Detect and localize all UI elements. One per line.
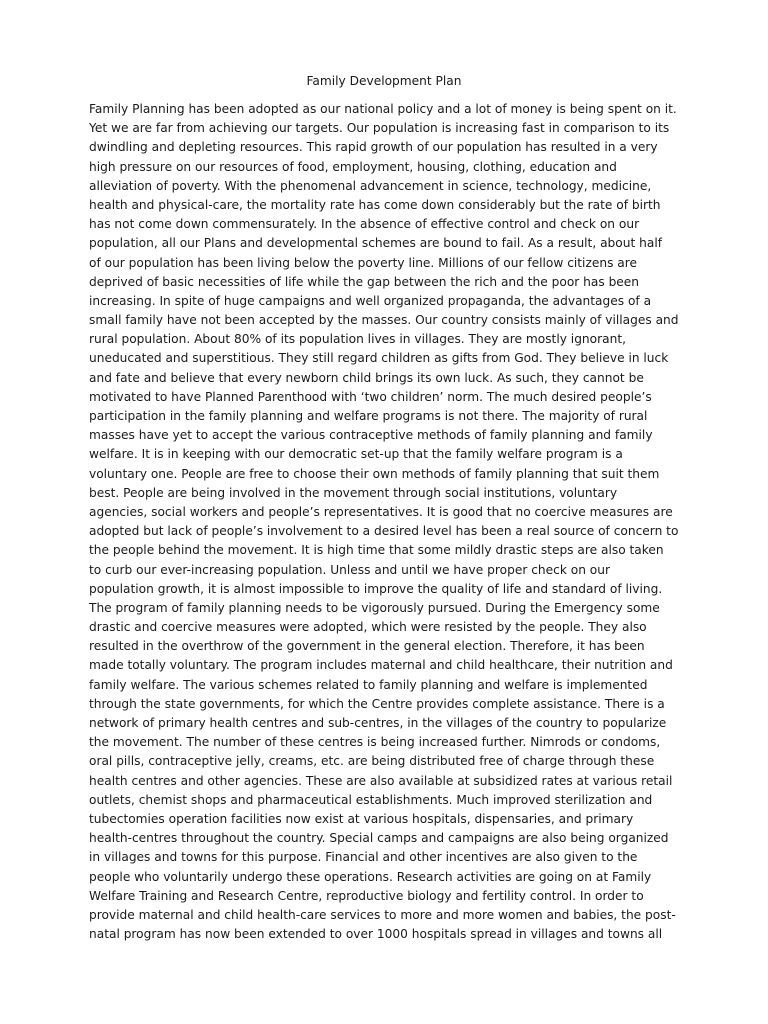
body-text-line: motivated to have Planned Parenthood with ‘two children’ norm. The much desired people’s bbox=[89, 389, 652, 404]
body-text-line: Yet we are far from achieving our targets. Our population is increasing fast in comparison to its bbox=[89, 121, 670, 136]
body-text-line: family welfare. The various schemes related to family planning and welfare is implemented bbox=[89, 677, 648, 692]
body-text-line: best. People are being involved in the movement through social institutions, voluntary bbox=[89, 485, 618, 500]
body-text-line: and fate and believe that every newborn child brings its own luck. As such, they cannot be bbox=[89, 370, 644, 385]
body-text-line: alleviation of poverty. With the phenomenal advancement in science, technology, medicine, bbox=[89, 178, 652, 193]
body-text-line: population growth, it is almost impossible to improve the quality of life and standard of living. bbox=[89, 581, 663, 596]
body-text-line: uneducated and superstitious. They still regard children as gifts from God. They believe in luck bbox=[89, 351, 669, 366]
body-text-line: to curb our ever-increasing population. Unless and until we have proper check on our bbox=[89, 562, 611, 577]
body-text-line: in villages and towns for this purpose. Financial and other incentives are also given to the bbox=[89, 850, 638, 865]
body-text-line: oral pills, contraceptive jelly, creams, etc. are being distributed free of charge through these bbox=[89, 754, 655, 769]
body-text-line: has not come down commensurately. In the absence of effective control and check on our bbox=[89, 217, 640, 232]
body-text-line: tubectomies operation facilities now exist at various hospitals, dispensaries, and primary bbox=[89, 811, 634, 826]
body-text-line: the people behind the movement. It is high time that some mildly drastic steps are also taken bbox=[89, 543, 664, 558]
body-text-line: through the state governments, for which the Centre provides complete assistance. There is a bbox=[89, 696, 665, 711]
body-text-line: health-centres throughout the country. Special camps and campaigns are also being organized bbox=[89, 831, 669, 846]
body-text-line: agencies, social workers and people’s representatives. It is good that no coercive measures are bbox=[89, 504, 673, 519]
body-text-line: participation in the family planning and welfare programs is not there. The majority of rural bbox=[89, 409, 648, 423]
body-text-line: provide maternal and child health-care services to more and more women and babies, the post- bbox=[89, 907, 676, 922]
body-text-line: made totally voluntary. The program includes maternal and child healthcare, their nutrition and bbox=[89, 658, 673, 673]
body-text-line: of our population has been living below the poverty line. Millions of our fellow citizens are bbox=[89, 255, 637, 270]
body-text-line: health centres and other agencies. These are also available at subsidized rates at various retail bbox=[89, 773, 673, 788]
body-text-line: deprived of basic necessities of life while the gap between the rich and the poor has been bbox=[89, 274, 640, 289]
document-title: Family Development Plan bbox=[306, 74, 462, 88]
body-text-line: network of primary health centres and sub-centres, in the villages of the country to popularize bbox=[89, 716, 667, 730]
body-text-line: voluntary one. People are free to choose their own methods of family planning that suit them bbox=[89, 466, 660, 481]
body-text-line: welfare. It is in keeping with our democratic set-up that the family welfare program is a bbox=[89, 447, 623, 462]
body-text-line: resulted in the overthrow of the government in the general election. Therefore, it has been bbox=[89, 639, 645, 654]
body-text-line: population, all our Plans and developmental schemes are bound to fail. As a result, about half bbox=[89, 236, 662, 251]
body-text-line: adopted but lack of people’s involvement to a desired level has been a real source of concern to bbox=[89, 524, 679, 539]
body-text-line: dwindling and depleting resources. This rapid growth of our population has resulted in a very bbox=[89, 140, 658, 155]
body-text-line: the movement. The number of these centres is being increased further. Nimrods or condoms, bbox=[89, 735, 661, 750]
body-text-line: Welfare Training and Research Centre, reproductive biology and fertility control. In order to bbox=[89, 888, 644, 903]
body-text-line: increasing. In spite of huge campaigns and well organized propaganda, the advantages of a bbox=[89, 293, 652, 308]
body-text-line: small family have not been accepted by the masses. Our country consists mainly of villages and bbox=[89, 313, 679, 328]
body-text-line: masses have yet to accept the various contraceptive methods of family planning and family bbox=[89, 428, 653, 443]
document-body bbox=[89, 100, 681, 944]
body-text-line: drastic and coercive measures were adopted, which were resisted by the people. They also bbox=[89, 620, 647, 635]
body-text-line: The program of family planning needs to be vigorously pursued. During the Emergency some bbox=[89, 600, 660, 615]
body-text-line: people who voluntarily undergo these operations. Research activities are going on at Family bbox=[89, 869, 652, 884]
body-text-line: health and physical-care, the mortality rate has come down considerably but the rate of birth bbox=[89, 197, 661, 212]
body-text-line: rural population. About 80% of its population lives in villages. They are mostly ignorant, bbox=[89, 332, 626, 347]
body-text-line: high pressure on our resources of food, employment, housing, clothing, education and bbox=[89, 159, 617, 174]
body-text-line: outlets, chemist shops and pharmaceutical establishments. Much improved sterilization and bbox=[89, 792, 653, 807]
body-text-line: natal program has now been extended to over 1000 hospitals spread in villages and towns all bbox=[89, 927, 663, 942]
body-text-line: Family Planning has been adopted as our national policy and a lot of money is being spent on it. bbox=[89, 102, 677, 116]
